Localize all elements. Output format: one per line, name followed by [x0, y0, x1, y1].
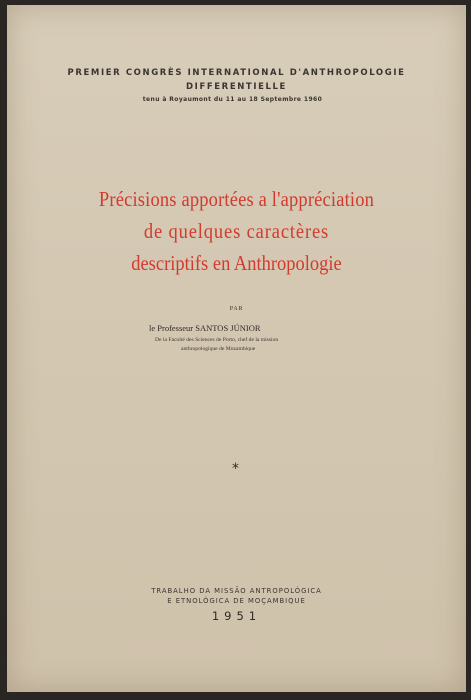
publisher-line2: E ETNOLÓGICA DE MOÇAMBIQUE — [167, 597, 306, 605]
par-label: PAR — [229, 306, 244, 312]
author-affiliation-line1: De la Faculté des Sciences de Porto, chef de la mission — [155, 337, 279, 343]
congress-title-line2: DIFFERENTIELLE — [186, 82, 287, 92]
author-affiliation-line2: anthropologique de Mozambique — [181, 346, 256, 352]
author-name: le Professeur SANTOS JÚNIOR — [149, 323, 261, 333]
congress-title-line1: PREMIER CONGRÈS INTERNATIONAL D'ANTHROPOLOGIE — [67, 68, 406, 78]
document-page — [7, 5, 466, 692]
paper-title-line1: Précisions apportées a l'appréciation — [98, 187, 375, 211]
publisher-line1: TRABALHO DA MISSÃO ANTROPOLÓGICA — [151, 587, 322, 595]
publication-year: 1951 — [211, 609, 262, 623]
paper-title-line3: descriptifs en Anthropologie — [131, 251, 342, 275]
ornament-asterisk: * — [232, 461, 239, 477]
paper-title-line2: de quelques caractères — [143, 219, 330, 243]
congress-dates: tenu à Royaumont du 11 au 18 Septembre 1960 — [142, 96, 323, 103]
